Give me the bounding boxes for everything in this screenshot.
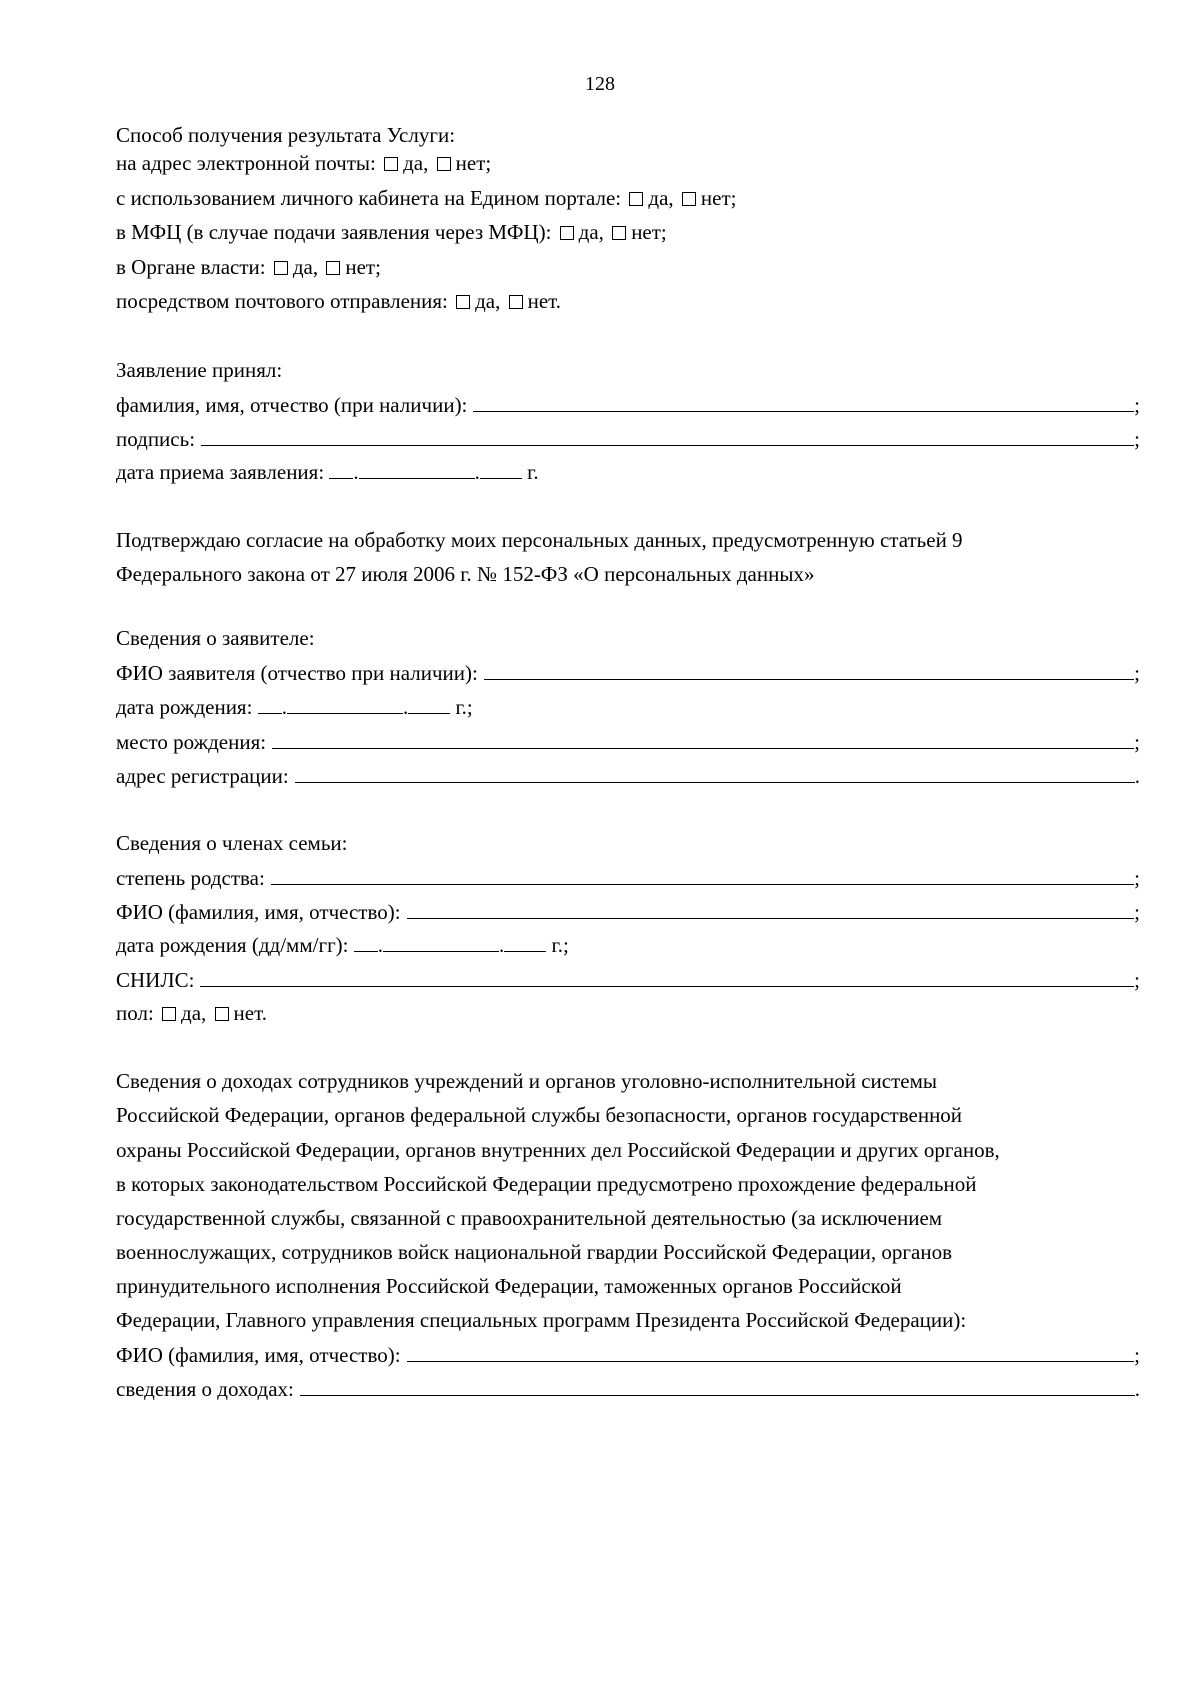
birthdate-suffix: г.; [455,695,473,719]
applicant-birthdate-label: дата рождения: [116,695,253,719]
signature-label: подпись: [116,427,196,451]
family-fio-line [116,894,1140,928]
family-birth-month-field[interactable] [383,929,499,952]
option-mfc-line [116,215,1140,249]
portal-no-checkbox[interactable] [682,192,696,206]
yes-label: да, [648,186,674,210]
income-paragraph-line: государственной службы, связанной с правоохранительной деятельностью (за исключением [116,1206,943,1230]
address-field[interactable] [295,758,1135,783]
no-label: нет; [455,151,492,175]
option-portal-label: с использованием личного кабинета на Едином портале: [116,186,622,210]
snils-line [116,962,1140,996]
applicant-fio-field[interactable] [484,655,1134,680]
family-birthdate-label: дата рождения (дд/мм/гг): [116,933,349,957]
semicolon: ; [1134,730,1140,754]
applicant-birth-year-field[interactable] [408,691,450,714]
income-paragraph-line: Российской Федерации, органов федеральной службы безопасности, органов государственной [116,1103,963,1127]
semicolon: ; [1134,393,1140,417]
accept-year-field[interactable] [480,456,522,479]
relation-field[interactable] [271,860,1134,885]
applicant-birthdate-line [116,690,1140,724]
option-portal-line [116,181,1140,215]
accepted-heading: Заявление принял: [116,358,283,382]
applicant-fio-label: ФИО заявителя (отчество при наличии): [116,661,478,685]
accept-month-field[interactable] [359,456,475,479]
dot: . [353,460,359,484]
gender-label: пол: [116,1001,154,1025]
dot: . [499,933,505,957]
income-paragraph-line: в которых законодательством Российской Федерации предусмотрено прохождение федеральной [116,1172,977,1196]
dot: . [281,695,287,719]
signature-field[interactable] [201,421,1134,446]
family-birthdate-line [116,928,1140,962]
semicolon: ; [1134,1343,1140,1367]
option-authority-line [116,250,1140,284]
applicant-birth-month-field[interactable] [287,691,403,714]
no-label: нет; [700,186,737,210]
mail-yes-checkbox[interactable] [456,295,470,309]
consent-line-2: Федерального закона от 27 июля 2006 г. № 152-ФЗ «О персональных данных» [116,562,815,586]
income-paragraph-line: Сведения о доходах сотрудников учреждений и органов уголовно-исполнительной системы [116,1069,937,1093]
period: . [1134,1377,1140,1401]
option-mfc-label: в МФЦ (в случае подачи заявления через МФЦ): [116,220,552,244]
gender-no-checkbox[interactable] [215,1007,229,1021]
no-label: нет; [345,255,381,279]
family-heading: Сведения о членах семьи: [116,831,348,855]
income-paragraph-line: принудительного исполнения Российской Федерации, таможенных органов Российской [116,1274,902,1298]
mfc-no-checkbox[interactable] [612,226,626,240]
applicant-birth-day-field[interactable] [258,691,282,714]
relation-line [116,860,1140,894]
income-paragraph-line: военнослужащих, сотрудников войск национальной гвардии Российской Федерации, органов [116,1240,953,1264]
income-info-line [116,1371,1140,1405]
address-label: адрес регистрации: [116,764,289,788]
birthplace-label: место рождения: [116,730,267,754]
semicolon: ; [1134,427,1140,451]
dot: . [402,695,409,719]
snils-label: СНИЛС: [116,968,195,992]
accept-day-field[interactable] [329,456,353,479]
semicolon: ; [1134,900,1140,924]
accept-date-line [116,455,1140,489]
email-no-checkbox[interactable] [437,157,451,171]
family-birth-year-field[interactable] [504,929,546,952]
yes-label: да, [578,220,604,244]
income-paragraph-line: охраны Российской Федерации, органов внутренних дел Российской Федерации и других органов, [116,1138,1000,1162]
address-line [116,758,1140,792]
family-fio-field[interactable] [407,894,1135,919]
mail-no-checkbox[interactable] [509,295,523,309]
accept-date-label: дата приема заявления: [116,460,325,484]
semicolon: ; [1134,968,1140,992]
period: . [1134,764,1140,788]
option-authority-label: в Органе власти: [116,255,266,279]
portal-yes-checkbox[interactable] [629,192,643,206]
birthplace-field[interactable] [272,724,1134,749]
applicant-fio-line [116,655,1140,689]
dot: . [474,460,480,484]
relation-label: степень родства: [116,866,265,890]
income-paragraph-line: Федерации, Главного управления специальных программ Президента Российской Федерации): [116,1308,967,1332]
option-mail-label: посредством почтового отправления: [116,289,448,313]
income-info-label: сведения о доходах: [116,1377,294,1401]
year-suffix: г. [527,460,539,484]
option-email-line [116,146,1140,180]
no-label: нет; [631,220,667,244]
authority-yes-checkbox[interactable] [274,261,288,275]
birthplace-line [116,724,1140,758]
consent-line-1: Подтверждаю согласие на обработку моих персональных данных, предусмотренную статьей 9 [116,528,963,552]
option-mail-line [116,284,1140,318]
accepted-fio-field[interactable] [473,387,1134,412]
mfc-yes-checkbox[interactable] [560,226,574,240]
birthdate-suffix: г.; [551,933,569,957]
yes-label: да, [292,255,319,279]
family-fio-label: ФИО (фамилия, имя, отчество): [116,900,401,924]
page-number: 128 [585,73,615,95]
gender-line [116,996,1140,1030]
gender-yes-checkbox[interactable] [162,1007,176,1021]
no-label: нет. [233,1001,267,1025]
yes-label: да, [403,151,429,175]
yes-label: да, [475,289,501,313]
result-method-heading: Способ получения результата Услуги: [116,123,456,147]
snils-field[interactable] [200,962,1134,987]
authority-no-checkbox[interactable] [326,261,340,275]
email-yes-checkbox[interactable] [384,157,398,171]
semicolon: ; [1134,866,1140,890]
applicant-heading: Сведения о заявителе: [116,626,315,650]
accepted-fio-line [116,387,1140,421]
income-fio-label: ФИО (фамилия, имя, отчество): [116,1343,401,1367]
semicolon: ; [1134,661,1140,685]
option-email-label: на адрес электронной почты: [116,151,376,175]
yes-label: да, [181,1001,207,1025]
family-birth-day-field[interactable] [354,929,378,952]
accepted-fio-label: фамилия, имя, отчество (при наличии): [116,393,468,417]
income-fio-field[interactable] [407,1337,1135,1362]
income-fio-line [116,1337,1140,1371]
no-final-label: нет. [527,289,562,313]
dot: . [377,933,384,957]
signature-line [116,421,1140,455]
income-info-field[interactable] [300,1371,1135,1396]
